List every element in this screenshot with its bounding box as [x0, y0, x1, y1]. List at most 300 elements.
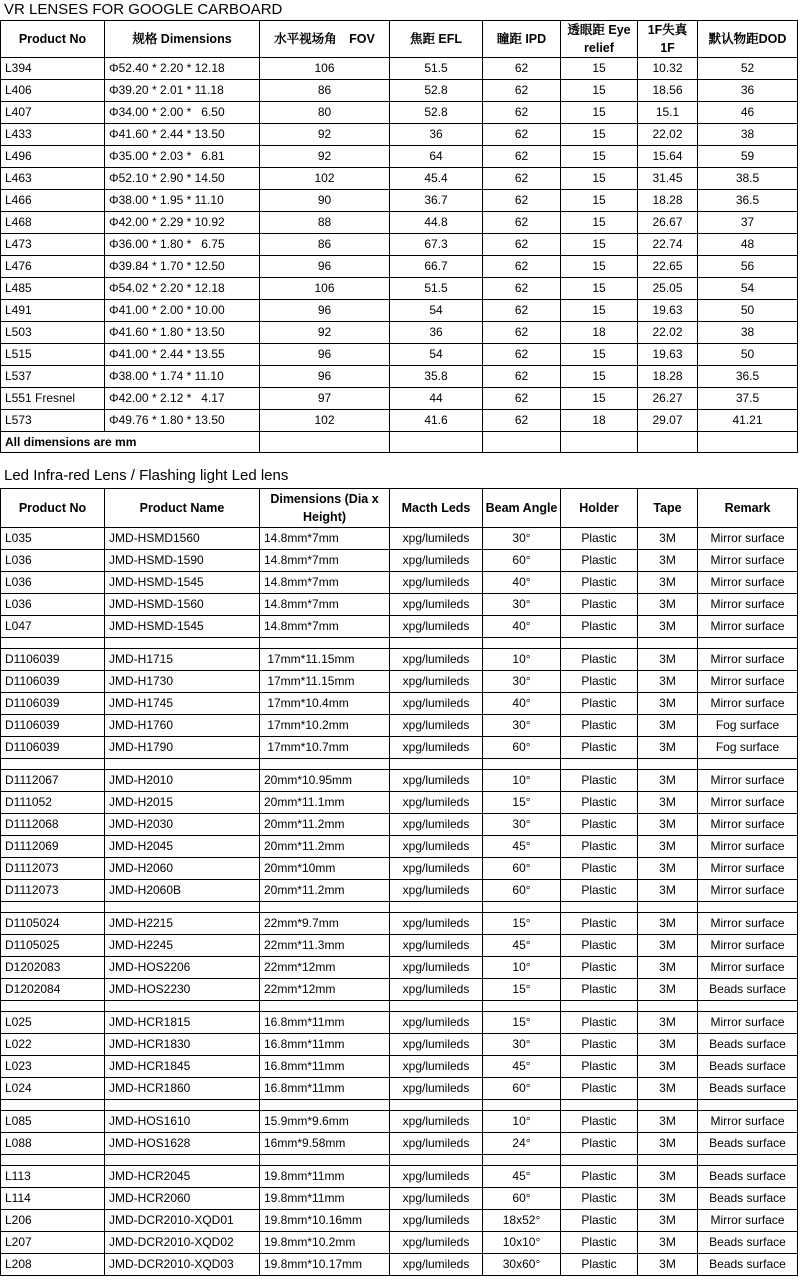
group-separator [1, 759, 798, 770]
led-cell-remark: Mirror surface [698, 957, 798, 979]
vr-cell-eye-relief: 15 [561, 190, 638, 212]
vr-cell-dod: 56 [698, 256, 798, 278]
led-cell-holder: Plastic [561, 1133, 638, 1155]
vr-cell-ipd: 62 [483, 410, 561, 432]
vr-table-row [1, 212, 798, 234]
vr-cell-product-no: L476 [1, 256, 105, 278]
led-cell-remark: Mirror surface [698, 550, 798, 572]
led-cell-tape: 3M [638, 792, 698, 814]
vr-cell-dod: 38 [698, 322, 798, 344]
separator-cell [561, 1001, 638, 1012]
led-cell-holder: Plastic [561, 616, 638, 638]
led-cell-dimensions: 20mm*11.2mm [260, 836, 390, 858]
vr-cell-dimensions: Φ42.00 * 2.12 * 4.17 [105, 388, 260, 410]
vr-cell-product-no: L551 Fresnel [1, 388, 105, 410]
vr-cell-product-no: L466 [1, 190, 105, 212]
vr-cell-fov: 88 [260, 212, 390, 234]
vr-cell-dod: 38 [698, 124, 798, 146]
led-cell-dimensions: 19.8mm*10.17mm [260, 1254, 390, 1276]
led-cell-dimensions: 20mm*11.2mm [260, 880, 390, 902]
led-cell-product-no: L206 [1, 1210, 105, 1232]
vr-cell-dimensions: Φ42.00 * 2.29 * 10.92 [105, 212, 260, 234]
led-cell-beam-angle: 15° [483, 913, 561, 935]
led-cell-dimensions: 22mm*12mm [260, 979, 390, 1001]
separator-cell [698, 1001, 798, 1012]
vr-cell-distortion-1f: 22.74 [638, 234, 698, 256]
separator-cell [561, 1155, 638, 1166]
led-cell-match-leds: xpg/lumileds [390, 1111, 483, 1133]
led-cell-product-no: D1105024 [1, 913, 105, 935]
led-cell-product-name: JMD-H1760 [105, 715, 260, 737]
led-cell-beam-angle: 15° [483, 979, 561, 1001]
vr-cell-ipd: 62 [483, 190, 561, 212]
led-cell-product-name: JMD-HCR2060 [105, 1188, 260, 1210]
vr-cell-fov: 102 [260, 168, 390, 190]
led-header-row [1, 489, 798, 528]
vr-cell-efl: 54 [390, 344, 483, 366]
vr-cell-fov: 86 [260, 234, 390, 256]
led-cell-product-name: JMD-HCR1845 [105, 1056, 260, 1078]
vr-table-row [1, 234, 798, 256]
led-cell-product-name: JMD-HCR1830 [105, 1034, 260, 1056]
separator-cell [105, 638, 260, 649]
vr-cell-distortion-1f: 15.64 [638, 146, 698, 168]
led-cell-remark: Beads surface [698, 1056, 798, 1078]
vr-cell-efl: 36 [390, 322, 483, 344]
vr-table-row [1, 410, 798, 432]
led-cell-dimensions: 17mm*11.15mm [260, 671, 390, 693]
led-cell-remark: Mirror surface [698, 935, 798, 957]
led-table-row [1, 649, 798, 671]
vr-cell-eye-relief: 15 [561, 278, 638, 300]
led-table-row [1, 858, 798, 880]
vr-header-ipd: 瞳距 IPD [483, 21, 561, 58]
vr-cell-ipd: 62 [483, 388, 561, 410]
vr-cell-fov: 92 [260, 322, 390, 344]
separator-cell [390, 1155, 483, 1166]
vr-cell-dimensions: Φ52.40 * 2.20 * 12.18 [105, 58, 260, 80]
vr-table-row [1, 80, 798, 102]
led-header-tape: Tape [638, 489, 698, 528]
led-cell-product-no: L085 [1, 1111, 105, 1133]
group-separator [1, 1155, 798, 1166]
vr-cell-eye-relief: 15 [561, 102, 638, 124]
vr-cell-ipd: 62 [483, 80, 561, 102]
vr-cell-eye-relief: 15 [561, 124, 638, 146]
led-cell-product-no: L088 [1, 1133, 105, 1155]
led-cell-beam-angle: 45° [483, 1056, 561, 1078]
led-cell-dimensions: 17mm*10.7mm [260, 737, 390, 759]
vr-cell-distortion-1f: 19.63 [638, 300, 698, 322]
led-cell-holder: Plastic [561, 814, 638, 836]
led-cell-dimensions: 17mm*11.15mm [260, 649, 390, 671]
led-table-row [1, 880, 798, 902]
vr-cell-efl: 36 [390, 124, 483, 146]
vr-cell-ipd: 62 [483, 300, 561, 322]
led-table-row [1, 1056, 798, 1078]
vr-cell-distortion-1f: 10.32 [638, 58, 698, 80]
led-cell-beam-angle: 15° [483, 792, 561, 814]
vr-table-row [1, 278, 798, 300]
vr-cell-eye-relief: 15 [561, 344, 638, 366]
vr-cell-product-no: L394 [1, 58, 105, 80]
led-cell-holder: Plastic [561, 1034, 638, 1056]
led-cell-holder: Plastic [561, 693, 638, 715]
vr-cell-product-no: L463 [1, 168, 105, 190]
vr-cell-ipd: 62 [483, 278, 561, 300]
led-cell-dimensions: 20mm*11.2mm [260, 814, 390, 836]
vr-cell-distortion-1f: 22.65 [638, 256, 698, 278]
led-cell-match-leds: xpg/lumileds [390, 1254, 483, 1276]
vr-cell-fov: 96 [260, 344, 390, 366]
separator-cell [698, 1155, 798, 1166]
vr-cell-product-no: L573 [1, 410, 105, 432]
led-table-row [1, 1133, 798, 1155]
vr-cell-dod: 46 [698, 102, 798, 124]
separator-cell [698, 1100, 798, 1111]
led-cell-holder: Plastic [561, 792, 638, 814]
led-cell-match-leds: xpg/lumileds [390, 1232, 483, 1254]
led-cell-remark: Mirror surface [698, 880, 798, 902]
led-cell-dimensions: 16.8mm*11mm [260, 1078, 390, 1100]
led-cell-dimensions: 16.8mm*11mm [260, 1034, 390, 1056]
vr-cell-eye-relief: 15 [561, 300, 638, 322]
led-cell-beam-angle: 60° [483, 880, 561, 902]
vr-cell-ipd: 62 [483, 344, 561, 366]
separator-cell [260, 902, 390, 913]
led-cell-match-leds: xpg/lumileds [390, 858, 483, 880]
led-table-row [1, 1166, 798, 1188]
led-cell-dimensions: 14.8mm*7mm [260, 616, 390, 638]
vr-table-row [1, 168, 798, 190]
vr-cell-efl: 35.8 [390, 366, 483, 388]
led-cell-remark: Mirror surface [698, 671, 798, 693]
led-cell-product-no: D1106039 [1, 693, 105, 715]
separator-cell [561, 902, 638, 913]
led-cell-tape: 3M [638, 1111, 698, 1133]
led-cell-product-name: JMD-H2045 [105, 836, 260, 858]
vr-header-dimensions: 规格 Dimensions [105, 21, 260, 58]
vr-header-efl: 焦距 EFL [390, 21, 483, 58]
led-cell-beam-angle: 45° [483, 1166, 561, 1188]
led-table-row [1, 957, 798, 979]
led-table-row [1, 572, 798, 594]
separator-cell [1, 1155, 105, 1166]
led-cell-match-leds: xpg/lumileds [390, 814, 483, 836]
led-cell-holder: Plastic [561, 715, 638, 737]
led-cell-beam-angle: 15° [483, 1012, 561, 1034]
led-cell-product-no: L024 [1, 1078, 105, 1100]
led-cell-product-name: JMD-H2215 [105, 913, 260, 935]
led-cell-tape: 3M [638, 715, 698, 737]
led-table-row [1, 616, 798, 638]
led-cell-remark: Mirror surface [698, 814, 798, 836]
led-cell-tape: 3M [638, 671, 698, 693]
vr-cell-efl: 64 [390, 146, 483, 168]
vr-cell-product-no: L406 [1, 80, 105, 102]
vr-cell-efl: 44 [390, 388, 483, 410]
vr-cell-ipd: 62 [483, 58, 561, 80]
led-table-row [1, 594, 798, 616]
led-cell-product-name: JMD-DCR2010-XQD03 [105, 1254, 260, 1276]
led-cell-product-no: L022 [1, 1034, 105, 1056]
led-cell-beam-angle: 10° [483, 770, 561, 792]
led-cell-product-no: L047 [1, 616, 105, 638]
vr-cell-efl: 51.5 [390, 58, 483, 80]
separator-cell [638, 1001, 698, 1012]
led-cell-holder: Plastic [561, 671, 638, 693]
led-cell-product-name: JMD-H1715 [105, 649, 260, 671]
vr-header-product-no: Product No [1, 21, 105, 58]
vr-cell-fov: 96 [260, 256, 390, 278]
vr-cell-dod: 36.5 [698, 190, 798, 212]
vr-cell-dod: 37.5 [698, 388, 798, 410]
vr-section [0, 0, 800, 453]
vr-cell-product-no: L503 [1, 322, 105, 344]
separator-cell [638, 1155, 698, 1166]
vr-table-body [1, 58, 798, 432]
vr-cell-eye-relief: 15 [561, 388, 638, 410]
separator-cell [561, 638, 638, 649]
vr-cell-dimensions: Φ39.20 * 2.01 * 11.18 [105, 80, 260, 102]
vr-cell-distortion-1f: 29.07 [638, 410, 698, 432]
led-cell-remark: Fog surface [698, 715, 798, 737]
vr-cell-efl: 52.8 [390, 102, 483, 124]
empty-cell [698, 432, 798, 453]
vr-cell-eye-relief: 15 [561, 80, 638, 102]
led-cell-product-name: JMD-H2010 [105, 770, 260, 792]
led-cell-product-name: JMD-H2060 [105, 858, 260, 880]
vr-header-1f: 1F失真 1F [638, 21, 698, 58]
led-cell-match-leds: xpg/lumileds [390, 913, 483, 935]
led-cell-holder: Plastic [561, 979, 638, 1001]
led-cell-remark: Mirror surface [698, 693, 798, 715]
vr-cell-dimensions: Φ38.00 * 1.74 * 11.10 [105, 366, 260, 388]
led-cell-remark: Mirror surface [698, 770, 798, 792]
led-cell-dimensions: 20mm*11.1mm [260, 792, 390, 814]
vr-cell-fov: 92 [260, 124, 390, 146]
vr-cell-dimensions: Φ41.00 * 2.44 * 13.55 [105, 344, 260, 366]
led-cell-beam-angle: 10° [483, 957, 561, 979]
led-cell-product-no: D1202084 [1, 979, 105, 1001]
led-cell-match-leds: xpg/lumileds [390, 1078, 483, 1100]
led-cell-tape: 3M [638, 880, 698, 902]
led-cell-tape: 3M [638, 616, 698, 638]
led-cell-holder: Plastic [561, 935, 638, 957]
vr-cell-dimensions: Φ38.00 * 1.95 * 11.10 [105, 190, 260, 212]
vr-cell-eye-relief: 15 [561, 256, 638, 278]
vr-cell-dimensions: Φ34.00 * 2.00 * 6.50 [105, 102, 260, 124]
vr-cell-ipd: 62 [483, 146, 561, 168]
led-cell-tape: 3M [638, 1232, 698, 1254]
vr-cell-dod: 36.5 [698, 366, 798, 388]
led-cell-dimensions: 19.8mm*11mm [260, 1166, 390, 1188]
vr-table-row [1, 344, 798, 366]
led-table-row [1, 1254, 798, 1276]
led-cell-holder: Plastic [561, 1232, 638, 1254]
led-cell-product-name: JMD-H2030 [105, 814, 260, 836]
vr-cell-ipd: 62 [483, 168, 561, 190]
separator-cell [1, 1100, 105, 1111]
led-cell-holder: Plastic [561, 880, 638, 902]
separator-cell [638, 759, 698, 770]
led-cell-tape: 3M [638, 737, 698, 759]
led-cell-product-no: L208 [1, 1254, 105, 1276]
separator-cell [105, 759, 260, 770]
vr-table-row [1, 58, 798, 80]
led-cell-remark: Mirror surface [698, 594, 798, 616]
led-cell-remark: Beads surface [698, 1133, 798, 1155]
led-cell-holder: Plastic [561, 528, 638, 550]
led-cell-product-no: D1106039 [1, 737, 105, 759]
vr-cell-dimensions: Φ41.60 * 2.44 * 13.50 [105, 124, 260, 146]
led-table-body [1, 528, 798, 1276]
vr-note: All dimensions are mm [1, 432, 260, 453]
led-cell-product-name: JMD-HOS2206 [105, 957, 260, 979]
led-cell-tape: 3M [638, 594, 698, 616]
vr-cell-distortion-1f: 25.05 [638, 278, 698, 300]
vr-cell-efl: 44.8 [390, 212, 483, 234]
led-cell-product-name: JMD-HCR1815 [105, 1012, 260, 1034]
led-table-row [1, 1111, 798, 1133]
vr-cell-efl: 52.8 [390, 80, 483, 102]
led-cell-holder: Plastic [561, 1254, 638, 1276]
led-header-product-name: Product Name [105, 489, 260, 528]
led-cell-product-name: JMD-H1790 [105, 737, 260, 759]
led-cell-product-name: JMD-HSMD-1545 [105, 572, 260, 594]
led-cell-beam-angle: 10° [483, 1111, 561, 1133]
vr-cell-dimensions: Φ35.00 * 2.03 * 6.81 [105, 146, 260, 168]
vr-cell-fov: 90 [260, 190, 390, 212]
led-cell-product-no: L035 [1, 528, 105, 550]
vr-table-row [1, 300, 798, 322]
led-cell-tape: 3M [638, 1188, 698, 1210]
led-cell-match-leds: xpg/lumileds [390, 836, 483, 858]
vr-cell-product-no: L433 [1, 124, 105, 146]
vr-cell-fov: 106 [260, 58, 390, 80]
vr-table-row [1, 366, 798, 388]
vr-table-row [1, 102, 798, 124]
led-cell-dimensions: 16.8mm*11mm [260, 1056, 390, 1078]
led-cell-holder: Plastic [561, 1078, 638, 1100]
led-cell-beam-angle: 40° [483, 616, 561, 638]
led-cell-beam-angle: 24° [483, 1133, 561, 1155]
vr-cell-ipd: 62 [483, 322, 561, 344]
vr-cell-ipd: 62 [483, 102, 561, 124]
vr-cell-fov: 106 [260, 278, 390, 300]
led-cell-dimensions: 15.9mm*9.6mm [260, 1111, 390, 1133]
vr-cell-product-no: L496 [1, 146, 105, 168]
separator-cell [698, 902, 798, 913]
vr-table-row [1, 388, 798, 410]
vr-cell-ipd: 62 [483, 366, 561, 388]
empty-cell [638, 432, 698, 453]
led-cell-product-no: D1112069 [1, 836, 105, 858]
group-separator [1, 902, 798, 913]
led-cell-product-name: JMD-HCR2045 [105, 1166, 260, 1188]
led-cell-product-name: JMD-HSMD-1590 [105, 550, 260, 572]
vr-cell-dod: 41.21 [698, 410, 798, 432]
vr-header-row [1, 21, 798, 58]
led-cell-product-no: L114 [1, 1188, 105, 1210]
vr-cell-eye-relief: 18 [561, 322, 638, 344]
led-cell-tape: 3M [638, 1166, 698, 1188]
led-cell-remark: Mirror surface [698, 836, 798, 858]
vr-cell-eye-relief: 15 [561, 168, 638, 190]
led-cell-beam-angle: 10x10° [483, 1232, 561, 1254]
led-cell-product-no: L025 [1, 1012, 105, 1034]
vr-cell-distortion-1f: 26.67 [638, 212, 698, 234]
led-cell-remark: Mirror surface [698, 528, 798, 550]
vr-cell-fov: 97 [260, 388, 390, 410]
led-cell-product-name: JMD-HCR1860 [105, 1078, 260, 1100]
led-cell-holder: Plastic [561, 1166, 638, 1188]
led-cell-dimensions: 14.8mm*7mm [260, 550, 390, 572]
vr-cell-eye-relief: 15 [561, 58, 638, 80]
led-cell-beam-angle: 45° [483, 935, 561, 957]
vr-cell-eye-relief: 15 [561, 212, 638, 234]
led-table-row [1, 913, 798, 935]
led-header-dimensions: Dimensions (Dia x Height) [260, 489, 390, 528]
led-cell-holder: Plastic [561, 770, 638, 792]
vr-cell-efl: 67.3 [390, 234, 483, 256]
vr-cell-ipd: 62 [483, 256, 561, 278]
separator-cell [1, 902, 105, 913]
led-cell-holder: Plastic [561, 649, 638, 671]
vr-cell-dimensions: Φ36.00 * 1.80 * 6.75 [105, 234, 260, 256]
vr-cell-product-no: L473 [1, 234, 105, 256]
led-cell-product-no: D1106039 [1, 649, 105, 671]
separator-cell [260, 1100, 390, 1111]
led-cell-beam-angle: 60° [483, 858, 561, 880]
led-cell-product-no: D1112073 [1, 858, 105, 880]
led-cell-match-leds: xpg/lumileds [390, 1133, 483, 1155]
separator-cell [1, 1001, 105, 1012]
separator-cell [260, 1001, 390, 1012]
led-cell-dimensions: 19.8mm*10.16mm [260, 1210, 390, 1232]
led-table-row [1, 671, 798, 693]
vr-cell-ipd: 62 [483, 212, 561, 234]
led-cell-match-leds: xpg/lumileds [390, 1166, 483, 1188]
led-cell-holder: Plastic [561, 1056, 638, 1078]
led-cell-holder: Plastic [561, 1111, 638, 1133]
led-cell-dimensions: 22mm*9.7mm [260, 913, 390, 935]
led-cell-tape: 3M [638, 550, 698, 572]
vr-table-row [1, 124, 798, 146]
led-cell-remark: Mirror surface [698, 858, 798, 880]
led-cell-product-name: JMD-HSMD-1560 [105, 594, 260, 616]
led-cell-beam-angle: 30° [483, 814, 561, 836]
led-cell-dimensions: 19.8mm*11mm [260, 1188, 390, 1210]
vr-header-eye-relief: 透眼距 Eye relief [561, 21, 638, 58]
vr-cell-dod: 48 [698, 234, 798, 256]
led-cell-beam-angle: 30° [483, 715, 561, 737]
led-table-row [1, 1210, 798, 1232]
led-cell-beam-angle: 45° [483, 836, 561, 858]
led-cell-dimensions: 16.8mm*11mm [260, 1012, 390, 1034]
led-cell-remark: Mirror surface [698, 1111, 798, 1133]
vr-cell-eye-relief: 15 [561, 234, 638, 256]
led-cell-product-no: D1112068 [1, 814, 105, 836]
vr-cell-ipd: 62 [483, 124, 561, 146]
vr-cell-dod: 52 [698, 58, 798, 80]
group-separator [1, 1100, 798, 1111]
led-cell-product-name: JMD-HOS1628 [105, 1133, 260, 1155]
led-cell-dimensions: 20mm*10mm [260, 858, 390, 880]
led-cell-product-name: JMD-HOS2230 [105, 979, 260, 1001]
led-cell-beam-angle: 18x52° [483, 1210, 561, 1232]
led-cell-remark: Mirror surface [698, 1210, 798, 1232]
